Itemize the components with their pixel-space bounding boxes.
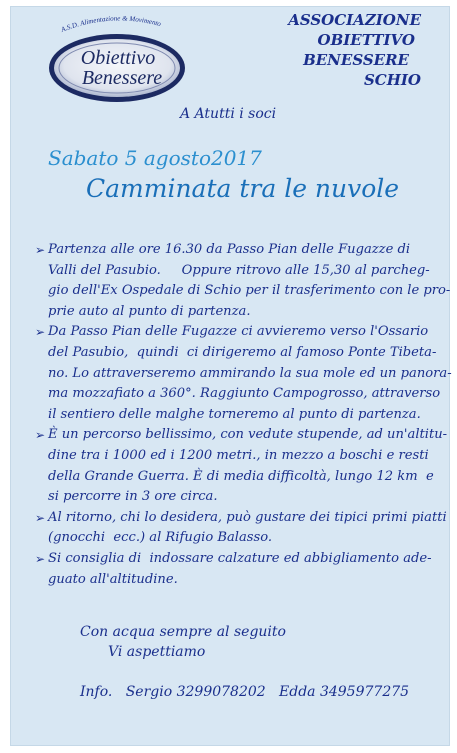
association-line: ASSOCIAZIONE <box>288 11 421 29</box>
arrow-bullet-icon: ➢ <box>34 510 46 525</box>
association-line: BENESSERE <box>303 51 409 69</box>
closing-line: Vi aspettiamo <box>108 644 206 660</box>
list-item-line: Partenza alle ore 16.30 da Passo Pian delle Fugazze di <box>48 242 411 257</box>
arrow-bullet-icon: ➢ <box>34 428 46 443</box>
details-list <box>34 240 452 590</box>
arrow-bullet-icon: ➢ <box>34 325 46 340</box>
closing-line: Con acqua sempre al seguito <box>80 624 286 640</box>
greeting: A Atutti i soci <box>180 106 277 122</box>
association-line: SCHIO <box>363 71 421 89</box>
logo-line2: Benessere <box>81 67 163 89</box>
list-item <box>34 508 447 549</box>
association-line: OBIETTIVO <box>317 31 415 49</box>
association-logo <box>42 10 192 110</box>
event-date: Sabato 5 agosto2017 <box>48 146 262 170</box>
list-item-line: si percorre in 3 ore circa. <box>48 489 218 505</box>
contact-info: Info. Sergio 3299078202 Edda 3495977275 <box>80 684 410 700</box>
list-item <box>34 549 432 590</box>
list-item <box>34 425 448 507</box>
list-item-line: Si consiglia di indossare calzature ed abbigliamento ade- <box>48 550 432 566</box>
list-item-line: della Grande Guerra. È di media difficoltà, lungo 12 km e <box>48 468 434 484</box>
list-item-line: il sentiero delle malghe torneremo al punto di partenza. <box>48 406 421 422</box>
list-item-line: ma mozzafiato a 360°. Raggiunto Campogrosso, attraverso <box>48 386 441 402</box>
list-item-line: no. Lo attraverseremo ammirando la sua mole ed un panora- <box>48 365 452 381</box>
logo-line1: Obiettivo <box>80 47 156 69</box>
event-title: Camminata tra le nuvole <box>86 174 400 203</box>
list-item-line: gio dell'Ex Ospedale di Schio per il trasferimento con le pro- <box>48 283 451 299</box>
list-item-line: (gnocchi ecc.) al Rifugio Balasso. <box>48 530 273 546</box>
list-item-line: Valli del Pasubio. Oppure ritrovo alle 15,30 al parcheg- <box>48 262 430 278</box>
association-name <box>251 10 421 90</box>
list-item-line: prie auto al punto di partenza. <box>48 303 251 319</box>
closing-text <box>80 622 286 662</box>
list-item-line: È un percorso bellissimo, con vedute stupende, ad un'altitu- <box>48 427 448 443</box>
list-item-line: dine tra i 1000 ed i 1200 metri., in mezzo a boschi e resti <box>48 447 429 463</box>
list-item-line: del Pasubio, quindi ci dirigeremo al famoso Ponte Tibeta- <box>48 344 437 360</box>
arrow-bullet-icon: ➢ <box>34 551 46 566</box>
list-item <box>34 240 451 322</box>
list-item-line: Al ritorno, chi lo desidera, può gustare dei tipici primi piatti <box>48 509 447 525</box>
logo-arc-text: A.S.D. Alimentazione & Movimento <box>59 14 162 34</box>
list-item-line: Da Passo Pian delle Fugazze ci avvieremo verso l'Ossario <box>48 324 429 340</box>
list-item <box>34 322 452 425</box>
arrow-bullet-icon: ➢ <box>34 243 46 257</box>
list-item-line: guato all'altitudine. <box>48 571 178 587</box>
